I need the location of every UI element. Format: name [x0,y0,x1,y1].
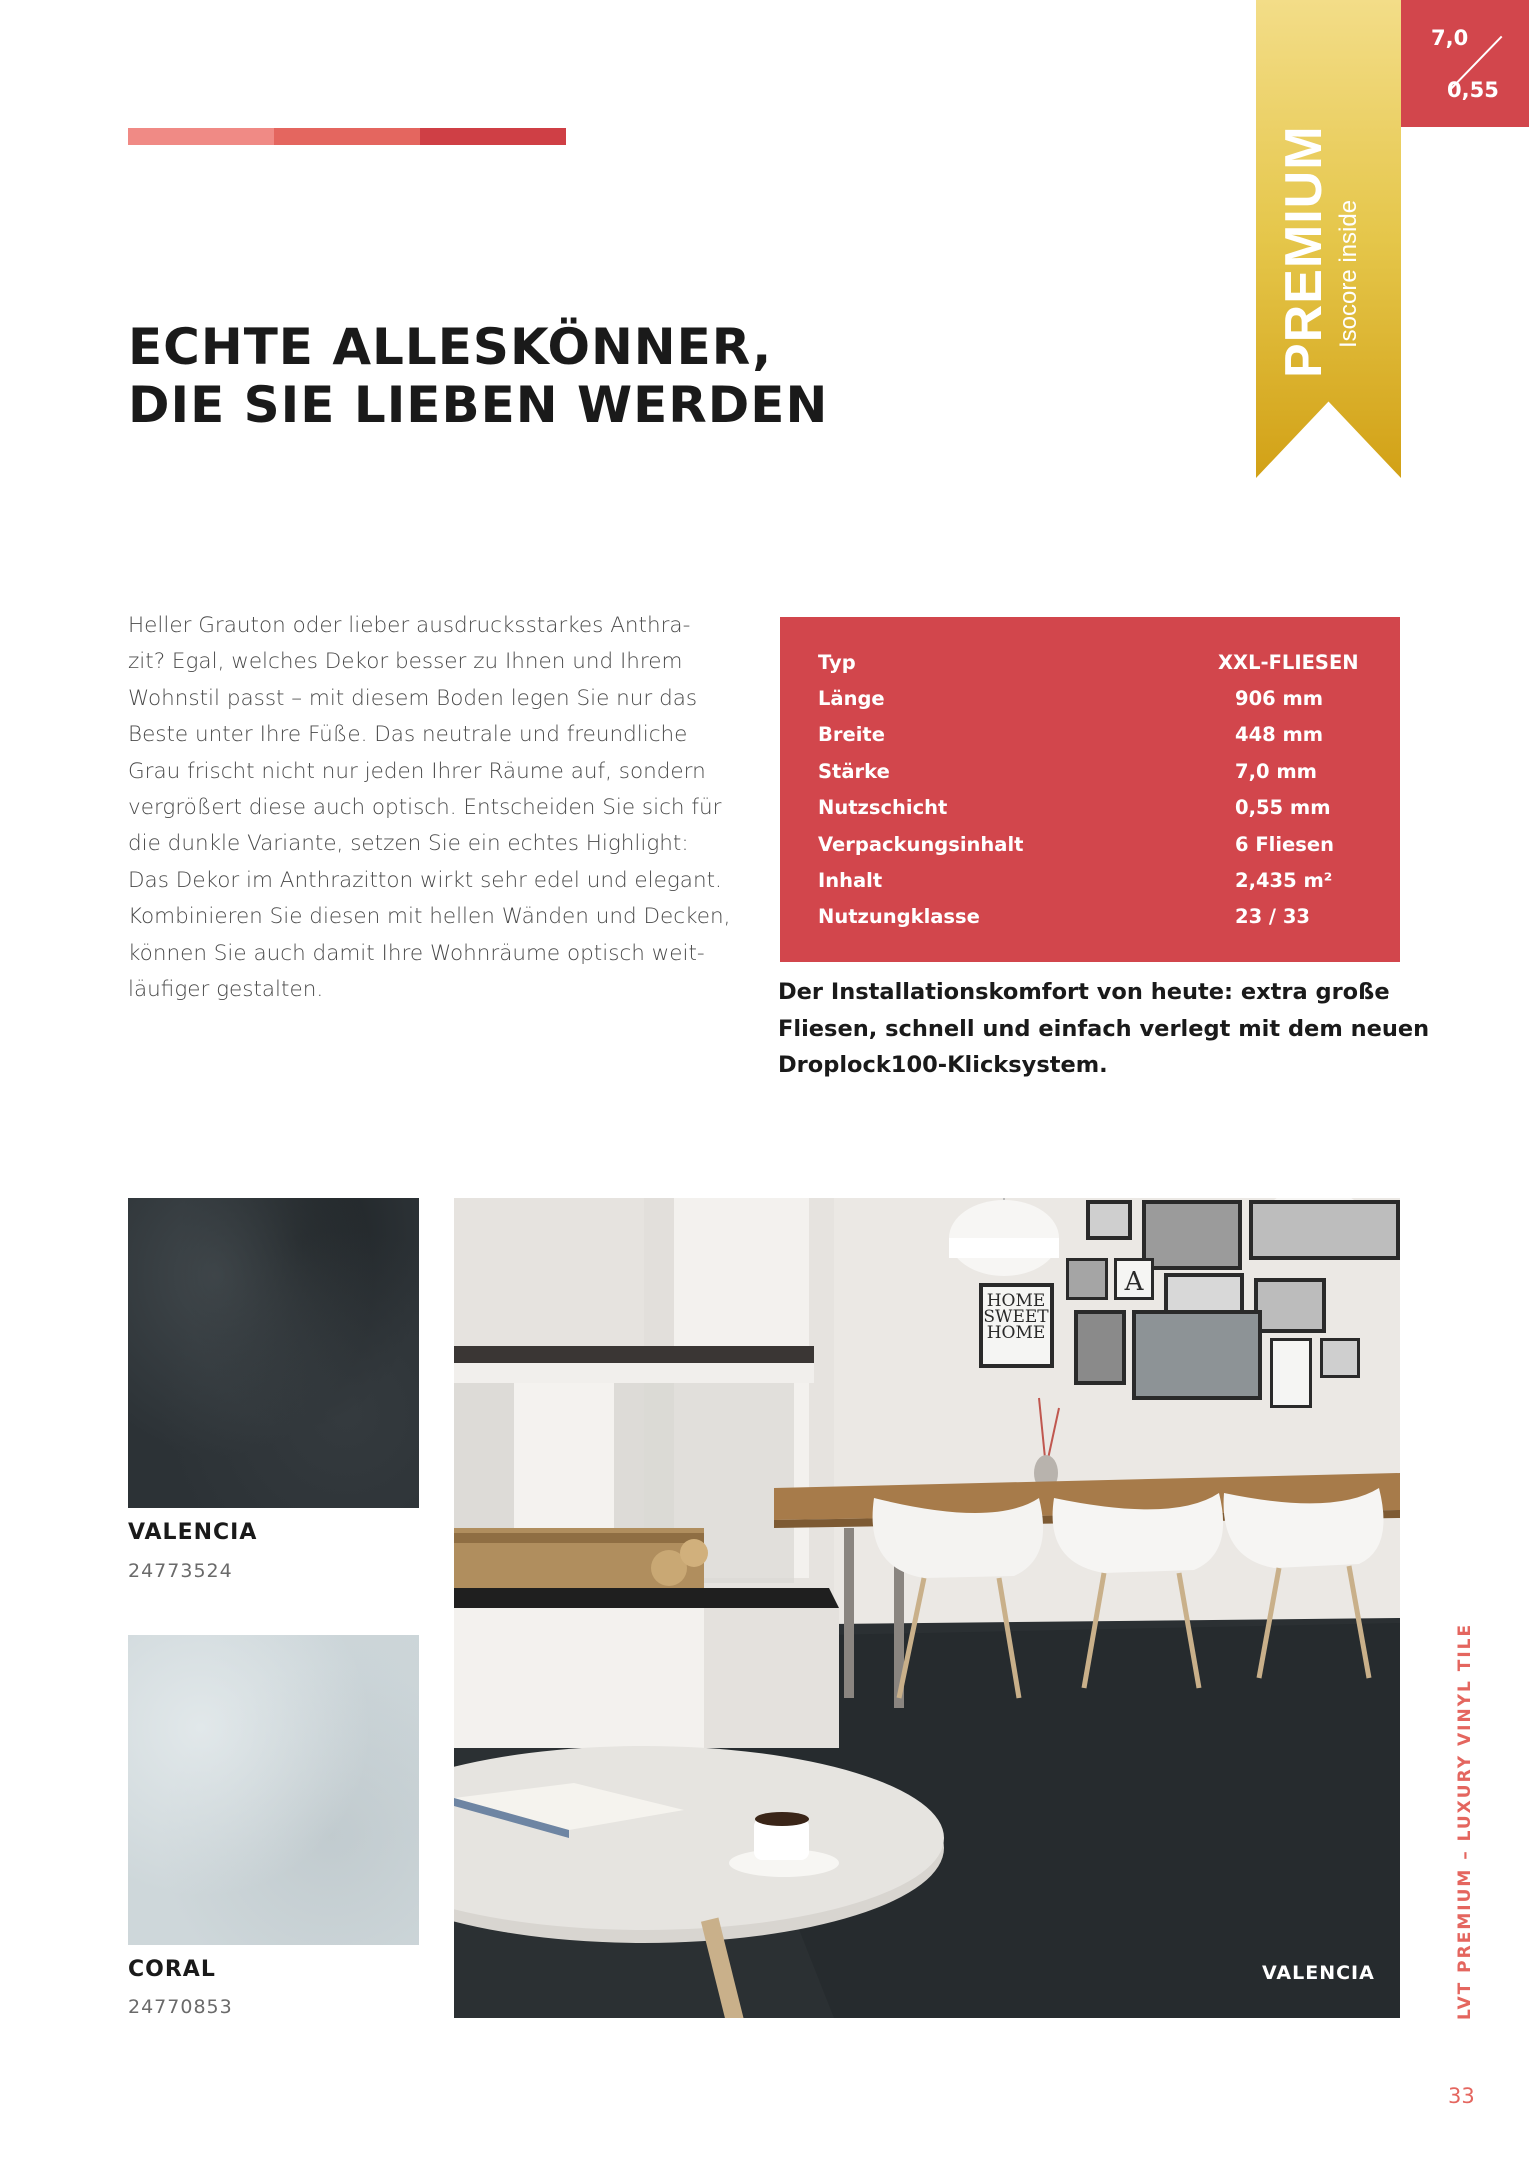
installation-note [778,974,1430,1084]
wall-text-home-1: HOME [986,1291,1046,1311]
intro-line: Wohnstil passt – mit diesem Boden legen Sie nur das [128,685,698,711]
spec-value: 0,55 mm [1235,796,1331,819]
series-side-label: LVT PREMIUM – LUXURY VINYL TILE [1455,1622,1475,2020]
spec-label: Nutzungklasse [818,905,980,928]
spec-row-nutzungklasse [818,899,1378,935]
thickness-badge-top: 7,0 [1431,26,1469,50]
spec-value: 6 Fliesen [1235,833,1334,856]
swatch-code-coral: 24770853 [128,1996,233,2018]
swatch-code-valencia: 24773524 [128,1560,233,1582]
spec-value: 906 mm [1235,687,1324,710]
swatch-name-valencia: VALENCIA [128,1520,258,1545]
accent-bar-segment-dark [420,128,566,145]
intro-line: vergrößert diese auch optisch. Entscheiden Sie sich für [128,795,722,821]
room-photo [454,1198,1400,2018]
wall-frame-letter: A [1124,1267,1144,1297]
intro-line: Kombinieren Sie diesen mit hellen Wänden und Decken, [128,904,731,930]
page-number: 33 [1448,2084,1475,2108]
spec-row-staerke [818,754,1378,790]
wall-text-sweet: SWEET [983,1307,1049,1327]
installation-note-line: Der Installationskomfort von heute: extra große [778,979,1390,1005]
intro-line: Das Dekor im Anthrazitton wirkt sehr edel und elegant. [128,867,722,893]
swatch-valencia [128,1198,419,1508]
spec-label: Stärke [818,760,890,783]
wall-text-home-2: HOME [986,1323,1046,1343]
spec-label: Verpackungsinhalt [818,833,1024,856]
installation-note-line: Fliesen, schnell und einfach verlegt mit dem neuen [778,1015,1430,1042]
spec-value: 448 mm [1235,723,1324,746]
intro-line: Grau frischt nicht nur jeden Ihrer Räume auf, sondern [128,758,706,784]
accent-bar-segment-medium [274,128,420,145]
intro-line: können Sie auch damit Ihre Wohnräume optisch weit- [128,940,705,966]
intro-line: Heller Grauton oder lieber ausdrucksstarkes Anthra- [128,613,691,638]
spec-table [780,617,1400,962]
room-illustration [454,1198,1400,2018]
photo-caption: VALENCIA [1262,1962,1375,1984]
spec-row-typ [818,645,1378,681]
premium-ribbon-title: PREMIUM [1275,125,1333,378]
spec-label: Typ [818,651,856,674]
premium-ribbon-text [1276,118,1386,378]
spec-row-breite [818,717,1378,753]
intro-text [128,608,748,1008]
intro-line: die dunkle Variante, setzen Sie ein echtes Highlight: [128,831,689,857]
thickness-badge [1401,0,1529,127]
spec-value: 7,0 mm [1235,760,1317,783]
intro-line: Beste unter Ihre Füße. Das neutrale und freundliche [128,722,688,748]
swatch-coral [128,1635,419,1945]
spec-row-verpackungsinhalt [818,827,1378,863]
installation-note-line: Droplock100-Klicksystem. [778,1052,1108,1079]
accent-bar-segment-light [128,128,274,145]
premium-ribbon-subtitle: Isocore inside [1335,199,1362,348]
thickness-badge-bottom: 0,55 [1447,78,1499,102]
page-title-line-1: ECHTE ALLESKÖNNER, [128,318,773,376]
page-title [128,318,828,434]
spec-row-laenge [818,681,1378,717]
spec-value: 23 / 33 [1235,905,1310,928]
page-title-line-2: DIE SIE LIEBEN WERDEN [128,376,829,434]
spec-value: XXL-FLIESEN [1218,651,1359,674]
spec-label: Nutzschicht [818,796,948,819]
spec-label: Breite [818,723,885,746]
spec-label: Inhalt [818,869,883,892]
intro-line: zit? Egal, welches Dekor besser zu Ihnen und Ihrem [128,649,683,675]
spec-row-nutzschicht [818,790,1378,826]
swatch-name-coral: CORAL [128,1957,216,1982]
spec-label: Länge [818,687,885,710]
spec-row-inhalt [818,863,1378,899]
intro-line: läufiger gestalten. [128,977,324,1003]
spec-value: 2,435 m² [1235,869,1333,892]
